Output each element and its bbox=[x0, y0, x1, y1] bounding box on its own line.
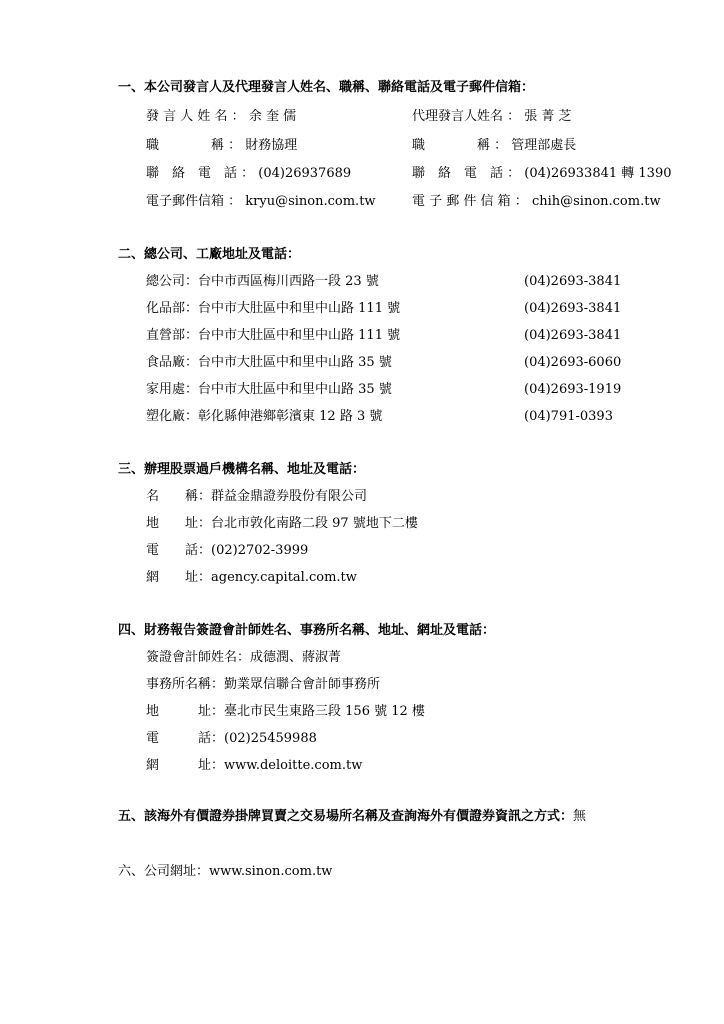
location-address: 台中市大肚區中和里中山路 35 號 bbox=[198, 355, 392, 370]
field-value: 管理部處長 bbox=[511, 138, 577, 153]
field-value: (04)26937689 bbox=[258, 166, 352, 181]
address-row bbox=[146, 300, 400, 318]
location-name: 食品廠： bbox=[146, 355, 199, 370]
email-link[interactable]: kryu@sinon.com.tw bbox=[245, 194, 376, 209]
field-value: 余 奎 儒 bbox=[248, 109, 297, 124]
field-label: 代理發言人姓名 ： bbox=[412, 109, 521, 124]
address-row bbox=[146, 354, 392, 372]
transfer-agent-phone-row bbox=[146, 542, 308, 560]
field-label: 職 稱 ： bbox=[146, 138, 242, 153]
address-row bbox=[146, 408, 382, 426]
spokesperson-title-row bbox=[146, 137, 297, 155]
section-6-row bbox=[118, 863, 332, 881]
website-link[interactable]: agency.capital.com.tw bbox=[211, 570, 357, 585]
deputy-spokesperson-title-row bbox=[412, 137, 576, 155]
field-value: (02)2702-3999 bbox=[211, 543, 309, 558]
audit-firm-website-row bbox=[146, 757, 362, 775]
field-label: 電 話： bbox=[146, 731, 225, 746]
location-name: 化品部： bbox=[146, 301, 199, 316]
field-label: 地 址： bbox=[146, 704, 225, 719]
field-value: (02)25459988 bbox=[224, 731, 317, 746]
section-5-answer: 無 bbox=[573, 809, 587, 824]
field-label: 職 稱 ： bbox=[412, 138, 508, 153]
section-2-heading: 二、總公司、工廠地址及電話： bbox=[118, 247, 301, 262]
section-5-question: 五、該海外有價證券掛牌買賣之交易場所名稱及查詢海外有價證券資訊之方式： bbox=[118, 809, 574, 824]
spokesperson-name-row bbox=[146, 108, 296, 126]
location-name: 直營部： bbox=[146, 328, 199, 343]
audit-firm-phone-row bbox=[146, 730, 317, 748]
location-phone: (04)2693-1919 bbox=[524, 382, 622, 397]
company-website-link[interactable]: www.sinon.com.tw bbox=[209, 864, 333, 879]
location-address: 台中市大肚區中和里中山路 35 號 bbox=[198, 382, 392, 397]
address-row bbox=[146, 273, 379, 291]
transfer-agent-website-row bbox=[146, 569, 357, 587]
spokesperson-phone-row bbox=[146, 165, 351, 183]
audit-firm-row bbox=[146, 676, 380, 694]
field-value: 成德潤、蔣淑菁 bbox=[250, 650, 342, 665]
address-row bbox=[146, 327, 400, 345]
field-label: 事務所名稱： bbox=[146, 677, 225, 692]
location-phone: (04)2693-3841 bbox=[524, 301, 622, 316]
field-value: 勤業眾信聯合會計師事務所 bbox=[224, 677, 381, 692]
spokesperson-email-row bbox=[146, 193, 376, 211]
auditor-names-row bbox=[146, 649, 341, 667]
location-phone: (04)2693-3841 bbox=[524, 274, 622, 289]
location-name: 家用處： bbox=[146, 382, 199, 397]
location-address: 台中市大肚區中和里中山路 111 號 bbox=[198, 328, 401, 343]
field-value: 臺北市民生東路三段 156 號 12 樓 bbox=[224, 704, 425, 719]
field-value: 群益金鼎證券股份有限公司 bbox=[211, 489, 368, 504]
field-value: 張 菁 芝 bbox=[524, 109, 572, 124]
field-label: 電 子 郵 件 信 箱 ： bbox=[412, 194, 528, 209]
location-phone: (04)2693-6060 bbox=[524, 355, 622, 370]
location-address: 彰化縣伸港鄉彰濱東 12 路 3 號 bbox=[198, 409, 383, 424]
audit-firm-address-row bbox=[146, 703, 425, 721]
field-label: 名 稱： bbox=[146, 489, 212, 504]
location-address: 台中市西區梅川西路一段 23 號 bbox=[198, 274, 379, 289]
company-website-label: 六、公司網址： bbox=[118, 864, 210, 879]
field-label: 電 話： bbox=[146, 543, 212, 558]
field-value: (04)26933841 轉 1390 bbox=[524, 166, 672, 181]
transfer-agent-address-row bbox=[146, 515, 418, 533]
field-value: 台北市敦化南路二段 97 號地下二樓 bbox=[211, 516, 418, 531]
email-link[interactable]: chih@sinon.com.tw bbox=[531, 194, 661, 209]
field-label: 發 言 人 姓 名 ： bbox=[146, 109, 245, 124]
field-label: 網 址： bbox=[146, 570, 212, 585]
transfer-agent-name-row bbox=[146, 488, 367, 506]
deputy-spokesperson-email-row bbox=[412, 193, 661, 211]
section-4-heading: 四、財務報告簽證會計師姓名、事務所名稱、地址、網址及電話： bbox=[118, 623, 496, 638]
address-row bbox=[146, 381, 392, 399]
field-label: 電子郵件信箱 ： bbox=[146, 194, 242, 209]
deputy-spokesperson-name-row bbox=[412, 108, 572, 126]
section-3-heading: 三、辦理股票過戶機構名稱、地址及電話： bbox=[118, 462, 366, 477]
field-label: 簽證會計師姓名： bbox=[146, 650, 251, 665]
deputy-spokesperson-phone-row bbox=[412, 165, 671, 183]
field-label: 聯 絡 電 話 ： bbox=[412, 166, 521, 181]
field-value: 財務協理 bbox=[245, 138, 298, 153]
field-label: 聯 絡 電 話 ： bbox=[146, 166, 255, 181]
location-phone: (04)791-0393 bbox=[524, 409, 613, 424]
location-name: 塑化廠： bbox=[146, 409, 199, 424]
website-link[interactable]: www.deloitte.com.tw bbox=[224, 758, 363, 773]
field-label: 網 址： bbox=[146, 758, 225, 773]
location-name: 總公司： bbox=[146, 274, 199, 289]
location-phone: (04)2693-3841 bbox=[524, 328, 622, 343]
field-label: 地 址： bbox=[146, 516, 212, 531]
section-1-heading: 一、本公司發言人及代理發言人姓名、職稱、聯絡電話及電子郵件信箱： bbox=[118, 80, 535, 95]
location-address: 台中市大肚區中和里中山路 111 號 bbox=[198, 301, 401, 316]
section-5-heading bbox=[118, 808, 586, 826]
